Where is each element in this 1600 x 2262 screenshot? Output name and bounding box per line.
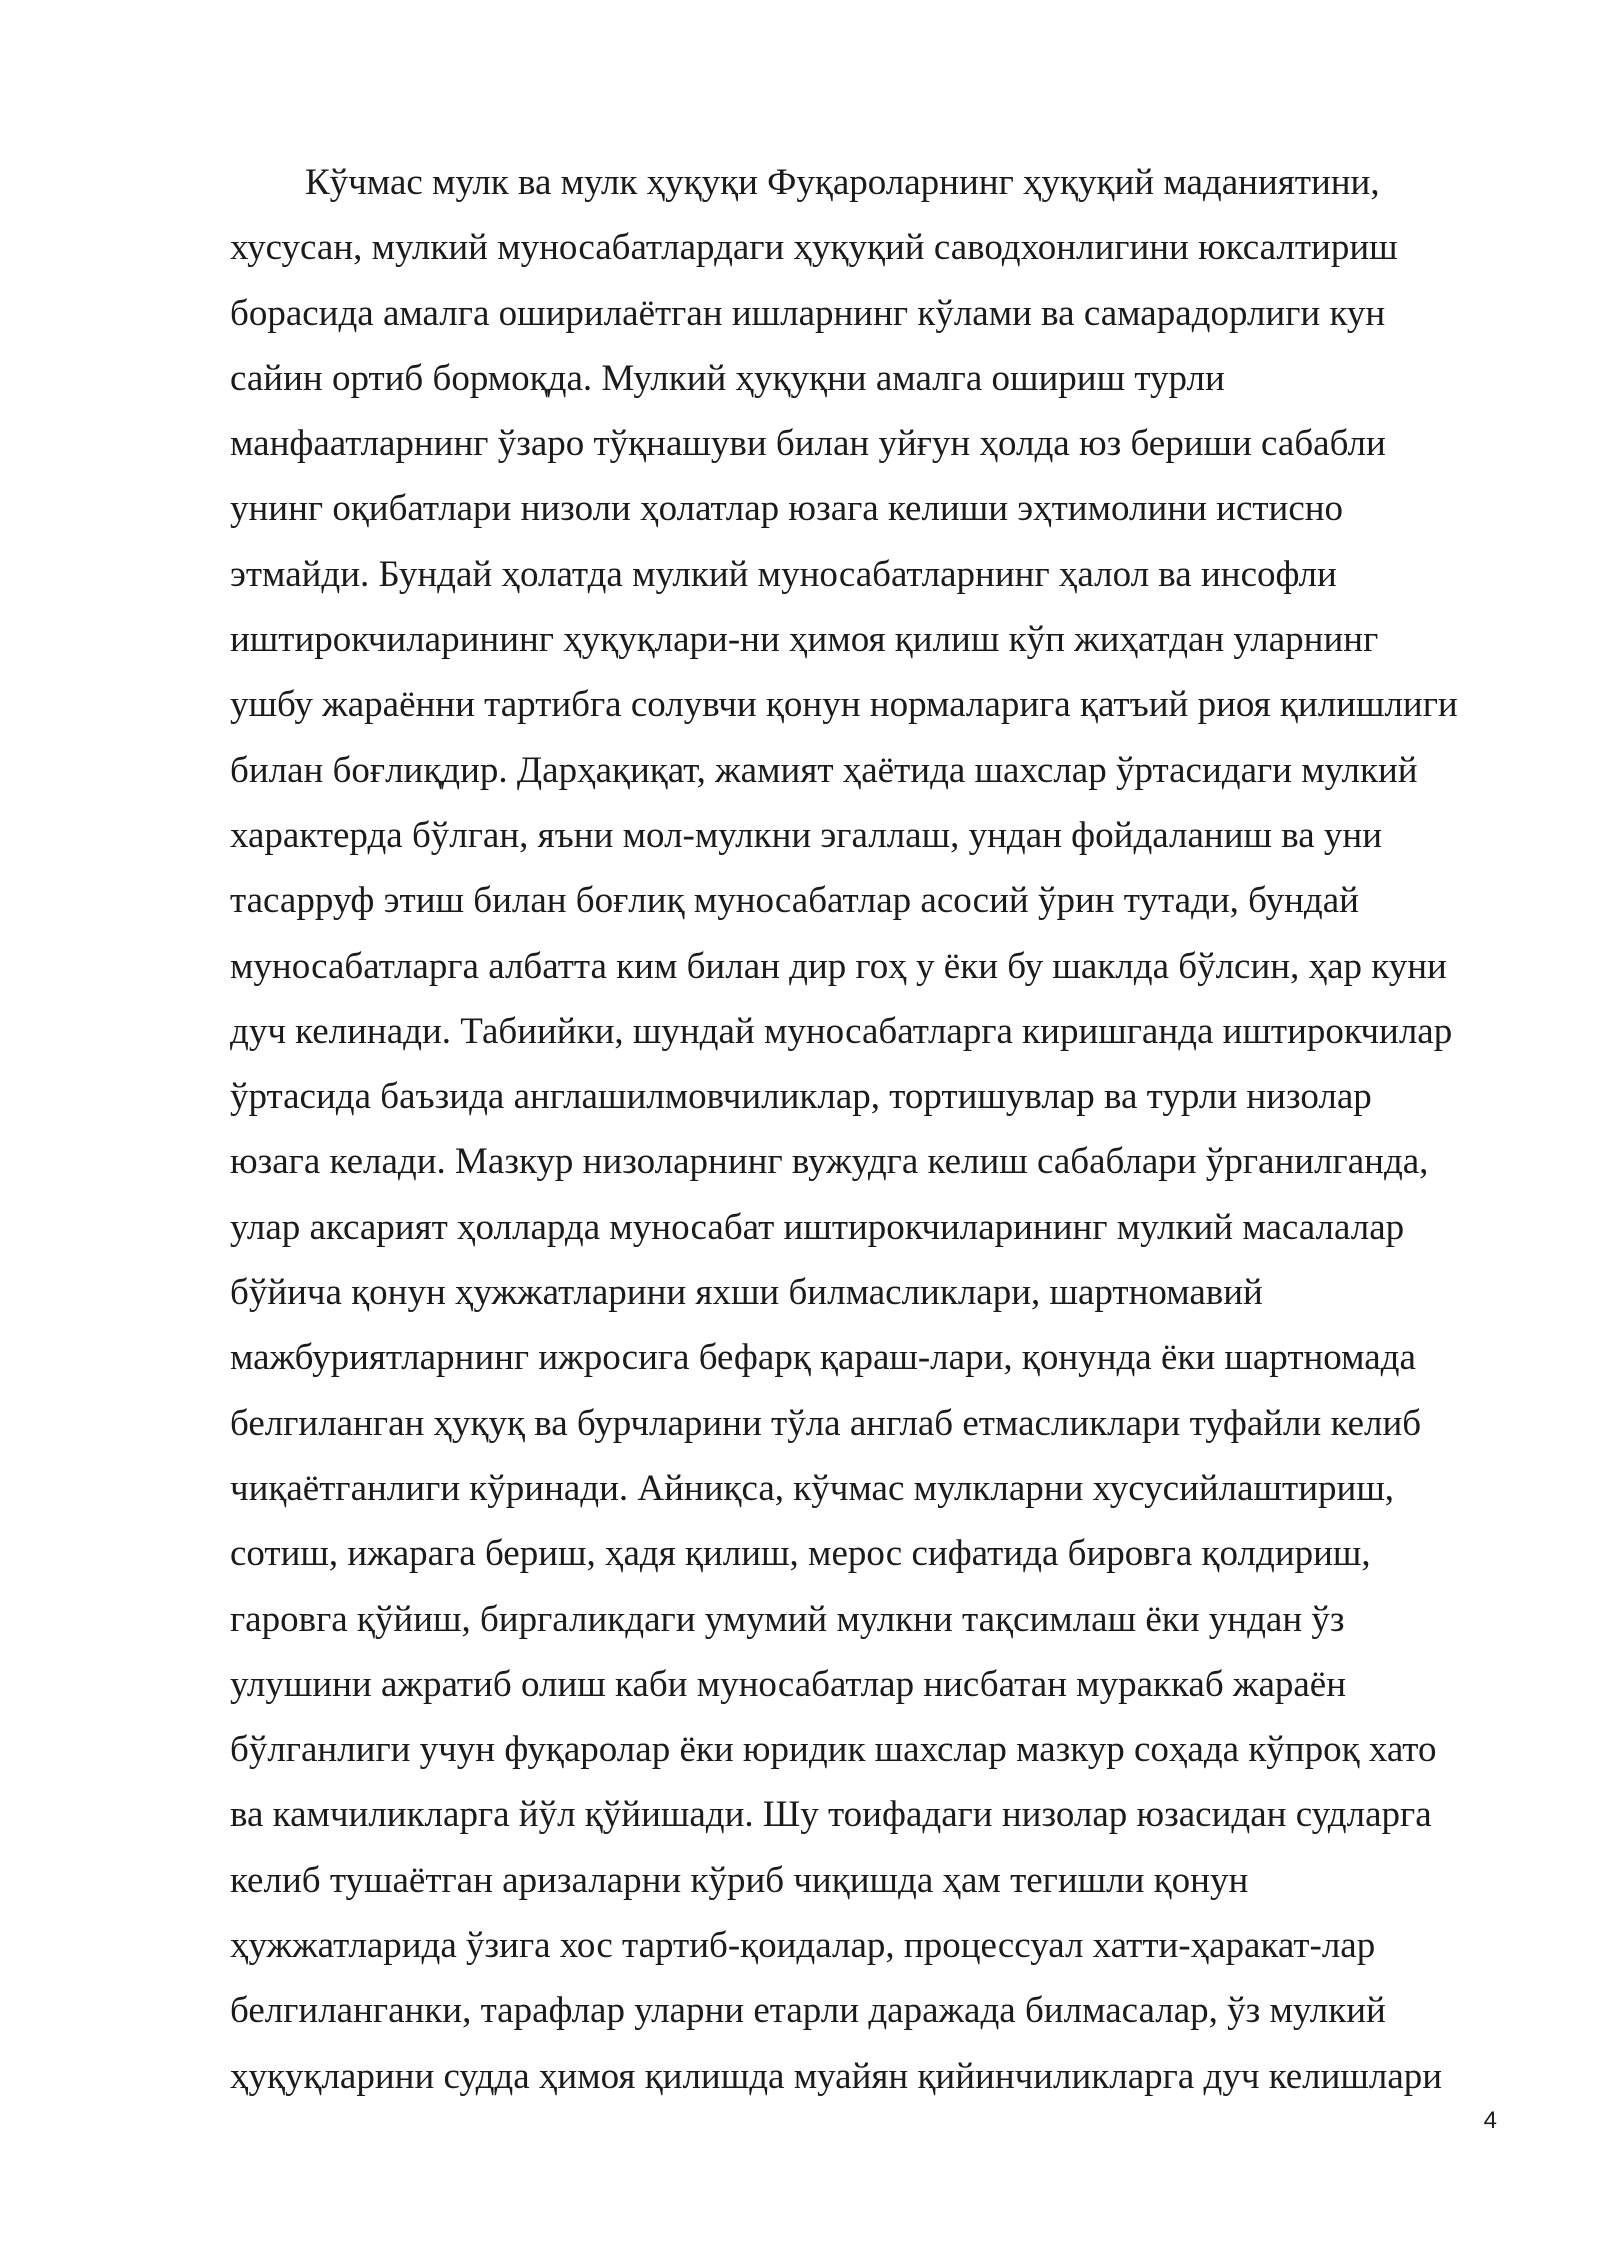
paragraph-line: ушбу жараённи тартибга солувчи қонун нормаларига қатъий риоя қилишлиги — [230, 684, 1458, 726]
body-paragraph — [230, 150, 1520, 2109]
paragraph-line: белгиланган ҳуқуқ ва бурчларини тўла англаб етмасликлари туфайли келиб — [230, 1402, 1422, 1444]
paragraph-line: улар аксарият ҳолларда муносабат иштирокчиларининг мулкий масалалар — [230, 1206, 1405, 1248]
paragraph-line: характерда бўлган, яъни мол-мулкни эгаллаш, ундан фойдаланиш ва уни — [230, 814, 1383, 856]
paragraph-line: Кўчмас мулк ва мулк ҳуқуқи Фуқароларнинг ҳуқуқий маданиятини, — [305, 162, 1380, 203]
paragraph-line: билан боғлиқдир. Дарҳақиқат, жамият ҳаётида шахслар ўртасидаги мулкий — [230, 749, 1418, 791]
paragraph-line: иштирокчиларининг ҳуқуқлари-ни ҳимоя қилиш кўп жиҳатдан уларнинг — [230, 619, 1379, 661]
paragraph-line: ҳуқуқларини судда ҳимоя қилишда муайян қийинчиликларга дуч келишлари — [230, 2055, 1443, 2097]
paragraph-line: сайин ортиб бормоқда. Мулкий ҳуқуқни амалга ошириш турли — [230, 357, 1225, 399]
paragraph-line: ўртасида баъзида англашилмовчиликлар, тортишувлар ва турли низолар — [230, 1076, 1372, 1118]
paragraph-line: хусусан, мулкий муносабатлардаги ҳуқуқий саводхонлигини юксалтириш — [230, 227, 1398, 269]
paragraph-line: юзага келади. Мазкур низоларнинг вужудга келиш сабаблари ўрганилганда, — [230, 1141, 1429, 1183]
paragraph-line: бўлганлиги учун фуқаролар ёки юридик шахслар мазкур соҳада кўпроқ хато — [230, 1729, 1437, 1771]
page-number: 4 — [1483, 2107, 1497, 2134]
paragraph-line: сотиш, ижарага бериш, ҳадя қилиш, мерос сифатида бировга қолдириш, — [230, 1533, 1371, 1575]
paragraph-line: борасида амалга оширилаётган ишларнинг кўлами ва самарадорлиги кун — [230, 292, 1386, 334]
paragraph-line: бўйича қонун ҳужжатларини яхши билмасликлари, шартномавий — [230, 1272, 1263, 1314]
paragraph-line: унинг оқибатлари низоли ҳолатлар юзага келиши эҳтимолини истисно — [230, 488, 1344, 530]
paragraph-line: келиб тушаётган аризаларни кўриб чиқишда ҳам тегишли қонун — [230, 1859, 1249, 1901]
paragraph-line: чиқаётганлиги кўринади. Айниқса, кўчмас мулкларни хусусийлаштириш, — [230, 1467, 1395, 1509]
paragraph-line: манфаатларнинг ўзаро тўқнашуви билан уйғун ҳолда юз бериши сабабли — [230, 423, 1386, 465]
paragraph-line: муносабатларга албатта ким билан дир гоҳ у ёки бу шаклда бўлсин, ҳар куни — [230, 945, 1447, 987]
paragraph-line: этмайди. Бундай ҳолатда мулкий муносабатларнинг ҳалол ва инсофли — [230, 553, 1337, 595]
paragraph-line: мажбуриятларнинг ижросига бефарқ қараш-лари, қонунда ёки шартномада — [230, 1337, 1416, 1379]
paragraph-line: гаровга қўйиш, биргаликдаги умумий мулкни тақсимлаш ёки ундан ўз — [230, 1598, 1345, 1640]
paragraph-line: белгиланганки, тарафлар уларни етарли даражада билмасалар, ўз мулкий — [230, 1990, 1386, 2032]
paragraph-line: тасарруф этиш билан боғлиқ муносабатлар асосий ўрин тутади, бундай — [230, 880, 1359, 922]
paragraph-line: ва камчиликларга йўл қўйишади. Шу тоифадаги низолар юзасидан судларга — [230, 1794, 1432, 1836]
paragraph-line: дуч келинади. Табиийки, шундай муносабатларга киришганда иштирокчилар — [230, 1010, 1453, 1052]
paragraph-line: ҳужжатларида ўзига хос тартиб-қоидалар, процессуал хатти-ҳаракат-лар — [230, 1925, 1376, 1967]
paragraph-line: улушини ажратиб олиш каби муносабатлар нисбатан мураккаб жараён — [230, 1663, 1347, 1705]
